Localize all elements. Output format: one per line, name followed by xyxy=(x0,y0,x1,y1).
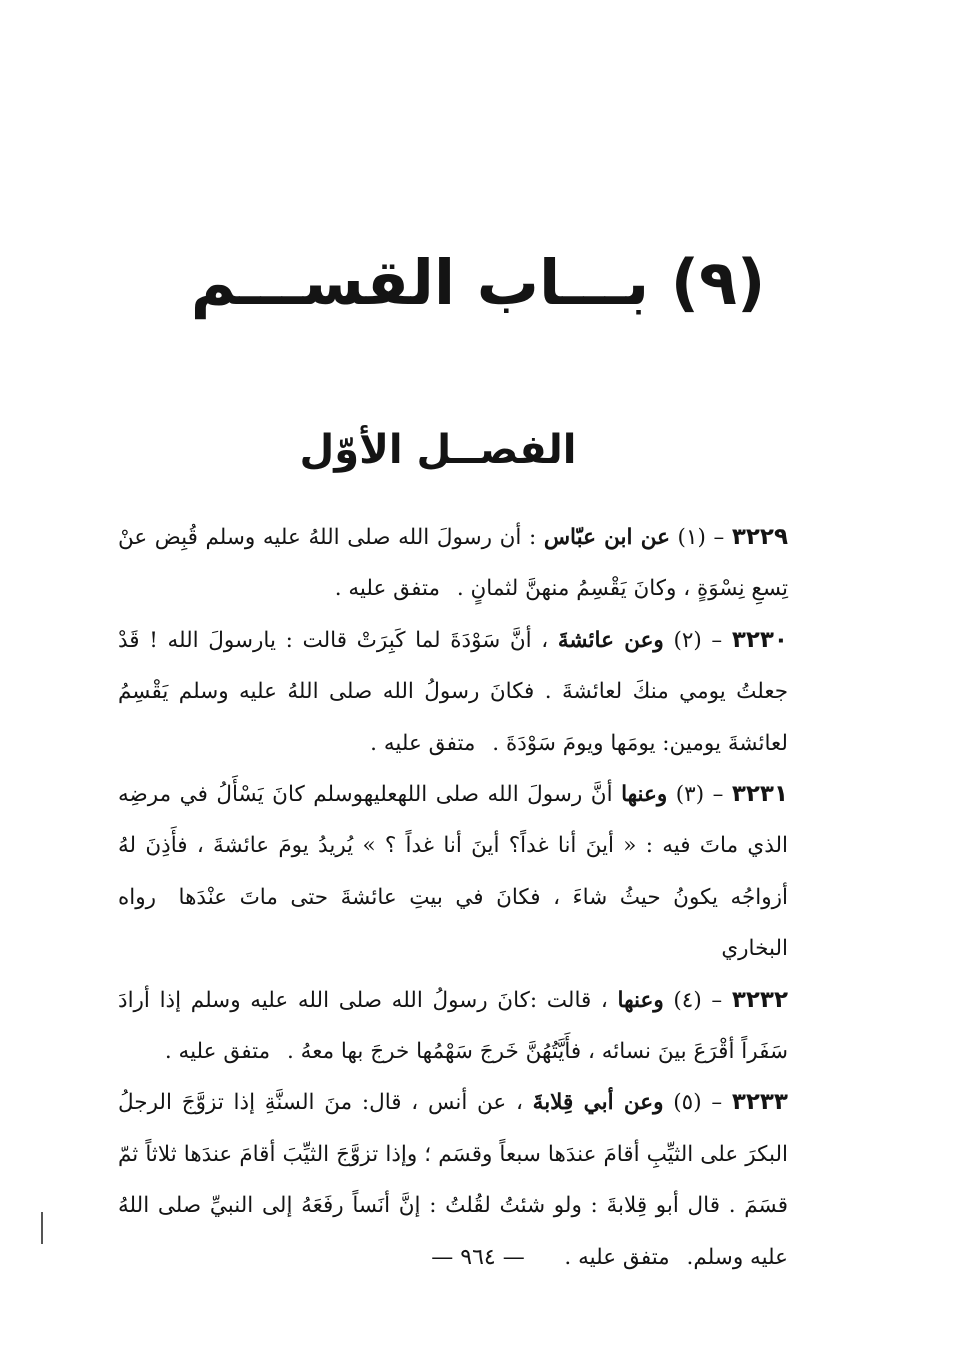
hadith-3229 xyxy=(118,512,788,615)
hadith-3232 xyxy=(118,975,788,1078)
hadith-text: ، أنَّ سَوْدَةَ لما كَبِرَتْ قالت : يارسولَ الله ! قَدْ جعلتُ يومي منكَ لعائشةَ . فكانَ رسولُ الله صلى اللهُ عليه وسلم يَقْسِمُ لعائشةَ يومين: يومَها ويومَ سَوْدَةَ . xyxy=(118,627,788,756)
hadith-list xyxy=(118,512,788,1283)
section-title: الفصــل الأوّل xyxy=(299,427,577,473)
hadith-narrator: وعنها xyxy=(617,987,664,1013)
hadith-narrator: عن ابن عبّاس xyxy=(543,525,670,550)
hadith-index: – (٥) xyxy=(673,1090,723,1116)
hadith-narrator: وعنها xyxy=(621,782,668,808)
hadith-narrator: وعن أبي قِلابةَ xyxy=(532,1090,664,1116)
hadith-source: متفق عليه . xyxy=(334,576,440,602)
hadith-number: ٣٢٣٣ xyxy=(731,1089,788,1116)
hadith-source: متفق عليه . xyxy=(564,1244,670,1270)
hadith-source: متفق عليه . xyxy=(370,730,476,756)
hadith-text: أنَّ رسولَ الله صلى اللهعليهوسلم كانَ يَسْأَلُ في مرضِه الذي ماتَ فيه : « أينَ أنا غداً؟ أينَ أنا غداً ؟ » يُريدُ يومَ عائشةَ ، فأَذِنَ لهُ أزواجُه يكونُ حيثُ شاءَ ، فكانَ في بيتِ عائشةَ حتى ماتَ عنْدَها xyxy=(118,782,788,910)
hadith-narrator: وعن عائشةَ xyxy=(557,627,664,653)
hadith-3231 xyxy=(118,769,788,975)
hadith-number: ٣٢٣٠ xyxy=(731,626,788,653)
hadith-text: : أن رسولَ الله صلى اللهُ عليه وسلم قُبِض عنْ تِسعِ نِسْوَةٍ ، وكانَ يَقْسِمُ منهنَّ لثمانٍ . xyxy=(118,525,788,602)
hadith-number: ٣٢٢٩ xyxy=(731,524,788,550)
hadith-3230 xyxy=(118,615,788,769)
hadith-number: ٣٢٣٢ xyxy=(731,986,788,1013)
hadith-index: – (٣) xyxy=(675,782,724,808)
chapter-title: (٩) بـــاب القســـم xyxy=(190,246,766,319)
hadith-text: ، عن أنس ، قال: منَ السنَّةِ إذا تزوَّجَ الرجلُ البكرَ على الثيِّبِ أقامَ عندَها سبعاً وقسَم ؛ وإذا تزوَّجَ الثيِّبَ أقامَ عندَها ثلاثاً ثمّ قسَمَ . قال أبو قِلابةَ : ولو شئتُ لقُلتُ : إنَّ أنَساً رفَعَهُ إلى النبيِّ صلى اللهُ عليه وسلم. xyxy=(118,1090,788,1270)
hadith-text: ، قالت :كانَ رسولُ الله صلى الله عليه وسلم إذا أرادَ سَفَراً أقْرَعَ بينَ نسائه ، فأَيَّتُهُنَّ خَرجَ سَهْمُها خرجَ بها معهُ . xyxy=(118,987,788,1065)
page-number: — ٩٦٤ — xyxy=(431,1245,525,1270)
hadith-index: – (٢) xyxy=(673,627,723,653)
hadith-index: – (٤) xyxy=(673,987,723,1013)
hadith-source: رواه البخاري xyxy=(118,884,788,962)
hadith-index: – (١) xyxy=(677,525,725,550)
margin-mark xyxy=(41,1212,43,1244)
hadith-source: متفق عليه . xyxy=(164,1039,271,1065)
hadith-number: ٣٢٣١ xyxy=(731,781,788,808)
